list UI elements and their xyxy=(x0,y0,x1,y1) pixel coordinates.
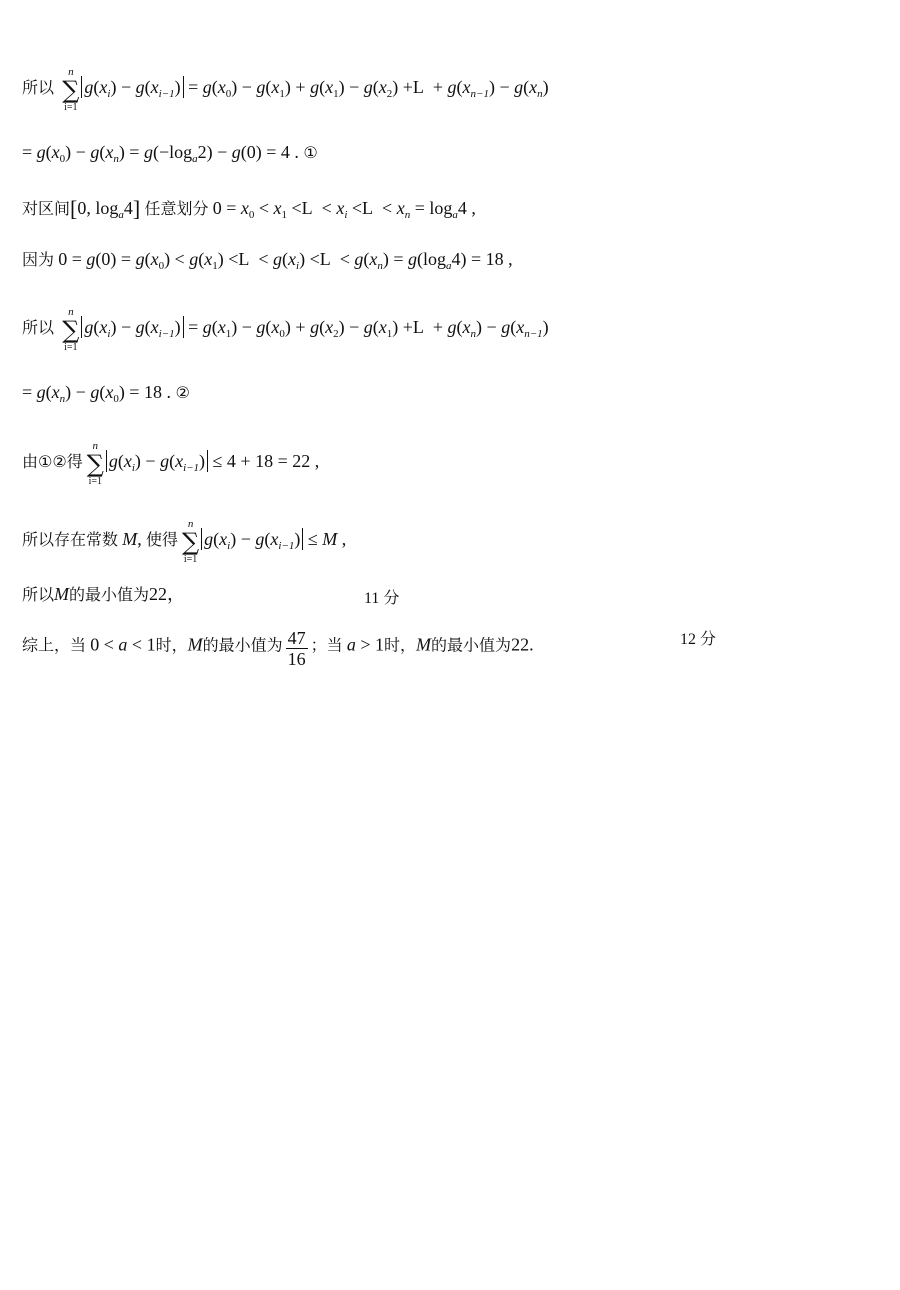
equation-line-9 xyxy=(22,585,185,603)
value-text: 22. xyxy=(511,634,534,655)
fraction xyxy=(286,628,308,669)
summation-symbol: n ∑ i=1 xyxy=(62,306,80,353)
text-prefix: 所以 xyxy=(22,78,55,98)
equation-line-5 xyxy=(22,306,549,352)
math-expression: = $g(x_0) - g(x_n) = g(-\log_a2) - g(0) = 4$ . xyxy=(22,142,304,165)
interval: [0, $\log_a4$] xyxy=(70,196,141,221)
value-text: 22， xyxy=(149,584,186,604)
fraction-numerator: 47 xyxy=(287,628,306,648)
equation-line-6 xyxy=(22,382,190,405)
math-expression: $0 = x_0 < x_1 <L < x_i <L < x_n = \log_a4$ , xyxy=(212,198,476,221)
math-expression: n ∑ i=1 $g(x_i) - g(x_{i-1}) = g(x_0) - g(x_1) + g(x_1) - g(x_2) +L + g(x_{n-1}) - g(x_n)$ xyxy=(62,66,549,113)
text-mid: 的最小值为 xyxy=(69,585,150,604)
equation-line-7 xyxy=(22,440,319,486)
text-prefix: 所以存在常数 xyxy=(22,530,119,550)
circled-marker: ① xyxy=(303,143,318,162)
math-condition: 0 < a < 1 xyxy=(90,634,156,655)
equation-line-4 xyxy=(22,249,513,272)
math-condition: a > 1 xyxy=(346,634,385,655)
score-note-12: 12 分 xyxy=(680,631,717,648)
equation-line-2 xyxy=(22,142,318,165)
text-prefix: 由①②得 xyxy=(22,452,83,472)
math-var: M xyxy=(416,634,432,655)
math-var: M xyxy=(187,634,203,655)
text-mid: 任意划分 xyxy=(144,199,209,218)
text-prefix: 所以 xyxy=(22,318,55,338)
math-expression: n ∑ i=1 $g(x_i) - g(x_{i-1}) \le M$ , xyxy=(182,518,347,565)
text-e: 的最小值为 xyxy=(431,635,512,655)
equation-line-10 xyxy=(22,626,534,667)
math-expression: = $g(x_n) - g(x_0) = 18$ . xyxy=(22,382,176,405)
equation-line-8 xyxy=(22,518,346,564)
text-a: 时， xyxy=(155,635,188,655)
summation-symbol: n ∑ i=1 xyxy=(86,440,104,487)
math-var: M, xyxy=(122,529,142,550)
math-expression: n ∑ i=1 $g(x_i) - g(x_{i-1}) \le 4 + 18 = 22$ , xyxy=(86,440,320,487)
text-c: ；当 xyxy=(310,635,343,655)
equation-line-1 xyxy=(22,66,549,112)
text-b: 的最小值为 xyxy=(202,635,283,655)
summation-symbol: n ∑ i=1 xyxy=(182,518,200,565)
text-prefix: 所以 xyxy=(22,585,55,604)
math-expression: n ∑ i=1 $g(x_i) - g(x_{i-1}) = g(x_1) - g(x_0) + g(x_2) - g(x_1) +L + g(x_n) - g(x_{n-1})$ xyxy=(62,306,549,353)
circled-marker: ② xyxy=(175,383,190,402)
text-prefix: 综上，当 xyxy=(22,635,87,655)
math-var: M xyxy=(54,584,70,604)
summation-symbol: n ∑ i=1 xyxy=(62,66,80,113)
math-expression: $0 = g(0) = g(x_0) < g(x_1) <L < g(x_i) <L < g(x_n) = g(\log_a4) = 18$ , xyxy=(58,249,513,272)
fraction-denominator: 16 xyxy=(287,649,306,669)
equation-line-3 xyxy=(22,198,476,220)
text-prefix: 对区间 xyxy=(22,199,71,218)
text-mid: 使得 xyxy=(146,530,179,550)
text-d: 时， xyxy=(384,635,417,655)
text-prefix: 因为 xyxy=(22,250,55,269)
score-note-11: 11 分 xyxy=(364,590,400,607)
